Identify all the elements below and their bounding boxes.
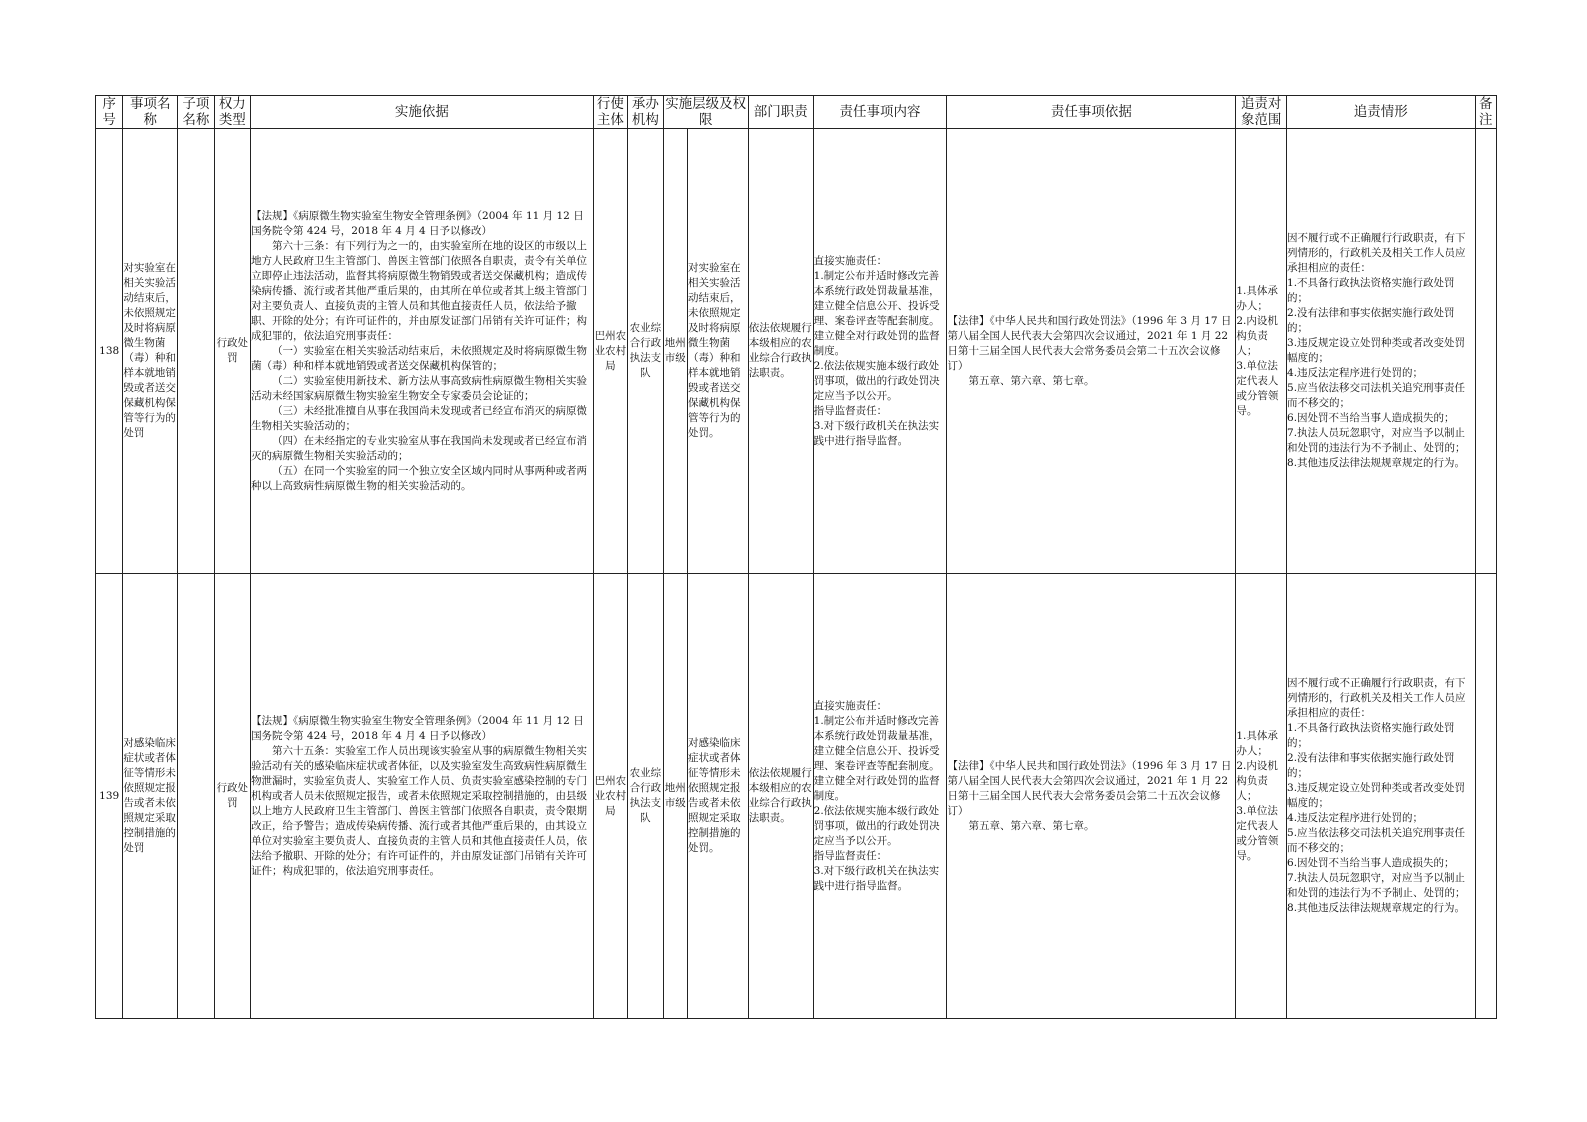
circumstance-line: 3.违反规定设立处罚种类或者改变处罚幅度的； [1287, 782, 1466, 809]
circumstance-line: 8.其他违反法律法规规章规定的行为。 [1287, 457, 1466, 469]
header-resp-basis: 责任事项依据 [947, 96, 1236, 129]
resp-content-line: 2.依法依规实施本级行政处罚事项，做出的行政处罚决定应当予以公开。 [813, 359, 940, 402]
basis-paragraph: 【法规】《病原微生物实验室生物安全管理条例》（2004 年 11 月 12 日国务院令第 424 号，2018 年 4 月 4 日予以修改） [251, 209, 584, 237]
header-row [96, 96, 1497, 129]
row-level-b: 对实验室在相关实验活动结束后，未依照规定及时将病原微生物菌（毒）种和样本就地销毁或者送交保藏机构保管等行为的处罚。 [687, 129, 748, 574]
circumstance-line: 1.不具备行政执法资格实施行政处罚的； [1287, 722, 1455, 749]
circumstance-line: 7.执法人员玩忽职守，对应当予以制止和处罚的违法行为不予制止、处罚的； [1287, 872, 1466, 899]
resp-content-line: 1.制定公布并适时修改完善本系统行政处罚裁量基准，建立健全信息公开、投诉受理、案卷评查等配套制度。建立健全对行政处罚的监督制度。 [813, 269, 940, 357]
basis-paragraph: （一）实验室在相关实验活动结束后，未依照规定及时将病原微生物菌（毒）种和样本就地销毁或者送交保藏机构保管的； [251, 344, 588, 372]
basis-paragraph: （五）在同一个实验室的同一个独立安全区域内同时从事两种或者两种以上高致病性病原微生物的相关实验活动的。 [251, 464, 588, 492]
circumstance-line: 因不履行或不正确履行行政职责，有下列情形的，行政机关及相关工作人员应承担相应的责任： [1287, 232, 1466, 274]
row-subject: 巴州农业农村局 [593, 574, 627, 1019]
row-level-b: 对感染临床症状或者体征等情形未依照规定报告或者未依照规定采取控制措施的处罚。 [687, 574, 748, 1019]
responsibility-table [95, 95, 1497, 1019]
row-agency: 农业综合行政执法支队 [628, 129, 663, 574]
header-agency: 承办机构 [628, 96, 663, 129]
row-sub-item [178, 574, 214, 1019]
row-duty: 依法依规履行本级相应的农业综合行政执法职责。 [748, 574, 813, 1019]
circumstance-line: 7.执法人员玩忽职守，对应当予以制止和处罚的违法行为不予制止、处罚的； [1287, 427, 1466, 454]
row-accountable [1236, 129, 1287, 574]
accountable-line: 3.单位法定代表人或分管领导。 [1236, 804, 1279, 862]
row-remark [1475, 129, 1496, 574]
row-basis [251, 129, 594, 574]
basis-paragraph: 第六十五条：实验室工作人员出现该实验室从事的病原微生物相关实验活动有关的感染临床症状或者体征，以及实验室发生高致病性病原微生物泄漏时，实验室负责人、实验室工作人员、负责实验室感染控制的专门机构或者人员未依照规定报告，或者未依照规定采取控制措施的，由县级以上地方人民政府卫生主管部门、兽医主管部门依照各自职责，责令限期改正，给予警告；造成传染病传播、流行或者其他严重后果的，由其设立单位对实验室主要负责人、直接负责的主管人员和其他直接责任人员，依法给予撤职、开除的处分；有许可证件的，并由原发证部门吊销有关许可证件；构成犯罪的，依法追究刑事责任。 [251, 744, 588, 877]
circumstance-line: 5.应当依法移交司法机关追究刑事责任而不移交的； [1287, 382, 1466, 409]
header-duty: 部门职责 [748, 96, 813, 129]
accountable-line: 1.具体承办人； [1236, 729, 1278, 757]
header-basis: 实施依据 [251, 96, 594, 129]
row-power-type: 行政处罚 [214, 129, 250, 574]
row-item-name: 对实验室在相关实验活动结束后，未依照规定及时将病原微生物菌（毒）种和样本就地销毁或者送交保藏机构保管等行为的处罚 [123, 129, 178, 574]
resp-content-line: 3.对下级行政机关在执法实践中进行指导监督。 [813, 419, 940, 447]
row-item-name: 对感染临床症状或者体征等情形未依照规定报告或者未依照规定采取控制措施的处罚 [123, 574, 178, 1019]
header-circumstances: 追责情形 [1287, 96, 1476, 129]
header-resp-content: 责任事项内容 [813, 96, 947, 129]
circumstance-line: 2.没有法律和事实依据实施行政处罚的； [1287, 307, 1455, 334]
resp-content-line: 3.对下级行政机关在执法实践中进行指导监督。 [813, 864, 940, 892]
row-circumstances [1287, 574, 1476, 1019]
row-resp-content [813, 129, 947, 574]
resp-basis-line: 第五章、第六章、第七章。 [968, 819, 1095, 832]
basis-paragraph: 第六十三条：有下列行为之一的，由实验室所在地的设区的市级以上地方人民政府卫生主管部门、兽医主管部门依照各自职责，责令有关单位立即停止违法活动，监督其将病原微生物销毁或者送交保藏机构；造成传染病传播、流行或者其他严重后果的，由其所在单位或者其上级主管部门对主要负责人、直接负责的主管人员和其他直接责任人员，依法给予撤职、开除的处分；有许可证件的，并由原发证部门吊销有关许可证件；构成犯罪的，依法追究刑事责任： [251, 239, 588, 342]
resp-content-line: 指导监督责任： [813, 849, 888, 862]
accountable-line: 2.内设机构负责人； [1236, 759, 1278, 802]
header-seq: 序号 [96, 96, 123, 129]
resp-content-line: 直接实施责任： [813, 254, 888, 267]
header-item-name: 事项名称 [123, 96, 178, 129]
circumstance-line: 5.应当依法移交司法机关追究刑事责任而不移交的； [1287, 827, 1466, 854]
circumstance-line: 6.因处罚不当给当事人造成损失的； [1287, 412, 1455, 424]
row-resp-basis [947, 129, 1236, 574]
row-accountable [1236, 574, 1287, 1019]
row-duty: 依法依规履行本级相应的农业综合行政执法职责。 [748, 129, 813, 574]
row-resp-content [813, 574, 947, 1019]
circumstance-line: 8.其他违反法律法规规章规定的行为。 [1287, 902, 1466, 914]
row-resp-basis [947, 574, 1236, 1019]
row-subject: 巴州农业农村局 [593, 129, 627, 574]
header-accountable: 追责对象范围 [1236, 96, 1287, 129]
resp-basis-line: 第五章、第六章、第七章。 [968, 374, 1095, 387]
row-level-a: 地州市级 [663, 129, 687, 574]
table-row [96, 574, 1497, 1019]
row-power-type: 行政处罚 [214, 574, 250, 1019]
resp-content-line: 2.依法依规实施本级行政处罚事项，做出的行政处罚决定应当予以公开。 [813, 804, 940, 847]
accountable-line: 1.具体承办人； [1236, 284, 1278, 312]
row-seq: 138 [96, 129, 123, 574]
resp-content-line: 1.制定公布并适时修改完善本系统行政处罚裁量基准，建立健全信息公开、投诉受理、案卷评查等配套制度。建立健全对行政处罚的监督制度。 [813, 714, 940, 802]
basis-paragraph: （四）在未经指定的专业实验室从事在我国尚未发现或者已经宣布消灭的病原微生物相关实验活动的； [251, 434, 588, 462]
row-seq: 139 [96, 574, 123, 1019]
row-circumstances [1287, 129, 1476, 574]
row-level-a: 地州市级 [663, 574, 687, 1019]
header-remark: 备注 [1475, 96, 1496, 129]
circumstance-line: 3.违反规定设立处罚种类或者改变处罚幅度的； [1287, 337, 1466, 364]
circumstance-line: 4.违反法定程序进行处罚的； [1287, 812, 1424, 824]
basis-paragraph: 【法规】《病原微生物实验室生物安全管理条例》（2004 年 11 月 12 日国务院令第 424 号，2018 年 4 月 4 日予以修改） [251, 714, 584, 742]
row-sub-item [178, 129, 214, 574]
circumstance-line: 6.因处罚不当给当事人造成损失的； [1287, 857, 1455, 869]
header-level: 实施层级及权限 [663, 96, 748, 129]
circumstance-line: 1.不具备行政执法资格实施行政处罚的； [1287, 277, 1455, 304]
resp-content-line: 指导监督责任： [813, 404, 888, 417]
accountable-line: 2.内设机构负责人； [1236, 314, 1278, 357]
circumstance-line: 4.违反法定程序进行处罚的； [1287, 367, 1424, 379]
header-power-type: 权力类型 [214, 96, 250, 129]
basis-paragraph: （二）实验室使用新技术、新方法从事高致病性病原微生物相关实验活动未经国家病原微生物实验室生物安全专家委员会论证的； [251, 374, 588, 402]
resp-basis-line: 【法律】《中华人民共和国行政处罚法》（1996 年 3 月 17 日第八届全国人民代表大会第四次会议通过，2021 年 1 月 22 日第十三届全国人民代表大会常务委员会第二十五次会议修订） [947, 759, 1232, 817]
resp-basis-line: 【法律】《中华人民共和国行政处罚法》（1996 年 3 月 17 日第八届全国人民代表大会第四次会议通过，2021 年 1 月 22 日第十三届全国人民代表大会常务委员会第二十五次会议修订） [947, 314, 1232, 372]
table-row [96, 129, 1497, 574]
circumstance-line: 2.没有法律和事实依据实施行政处罚的； [1287, 752, 1455, 779]
row-basis [251, 574, 594, 1019]
row-remark [1475, 574, 1496, 1019]
circumstance-line: 因不履行或不正确履行行政职责，有下列情形的，行政机关及相关工作人员应承担相应的责任： [1287, 677, 1466, 719]
header-sub-item: 子项名称 [178, 96, 214, 129]
accountable-line: 3.单位法定代表人或分管领导。 [1236, 359, 1279, 417]
resp-content-line: 直接实施责任： [813, 699, 888, 712]
row-agency: 农业综合行政执法支队 [628, 574, 663, 1019]
basis-paragraph: （三）未经批准擅自从事在我国尚未发现或者已经宣布消灭的病原微生物相关实验活动的； [251, 404, 588, 432]
header-subject: 行使主体 [593, 96, 627, 129]
